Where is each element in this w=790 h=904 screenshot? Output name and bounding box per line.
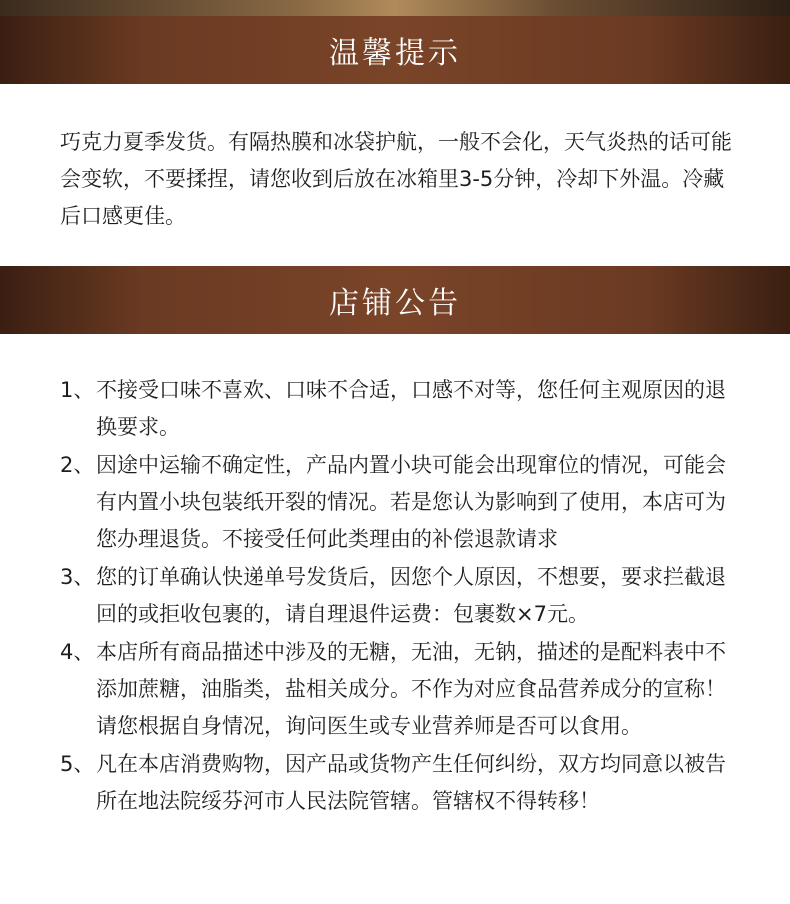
notice-item <box>60 634 740 745</box>
notice-text: 本店所有商品描述中涉及的无糖，无油，无钠，描述的是配料表中不添加蔗糖，油脂类，盐相关成分。不作为对应食品营养成分的宣称！请您根据自身情况，询问医生或专业营养师是否可以食用。 <box>96 640 726 738</box>
warm-tips-banner <box>0 16 790 84</box>
notice-text: 您的订单确认快递单号发货后，因您个人原因，不想要，要求拦截退回的或拒收包裹的，请自理退件运费：包裹数×7元。 <box>96 565 726 626</box>
top-decorative-strip <box>0 0 790 16</box>
warm-tips-title: 温馨提示 <box>329 36 461 71</box>
notice-text: 不接受口味不喜欢、口味不合适，口感不对等，您任何主观原因的退换要求。 <box>96 378 726 439</box>
store-notice-title: 店铺公告 <box>329 286 461 321</box>
notice-number: 5、 <box>60 752 95 776</box>
store-notice-list <box>60 372 740 821</box>
notice-number: 3、 <box>60 565 95 589</box>
warm-tips-text: 巧克力夏季发货。有隔热膜和冰袋护航，一般不会化，天气炎热的话可能会变软，不要揉捏，请您收到后放在冰箱里3-5分钟，冷却下外温。冷藏后口感更佳。 <box>60 130 732 228</box>
notice-item <box>60 559 740 633</box>
notice-text: 凡在本店消费购物，因产品或货物产生任何纠纷，双方均同意以被告所在地法院绥芬河市人民法院管辖。管辖权不得转移！ <box>96 752 726 813</box>
store-notice-banner <box>0 266 790 334</box>
notice-item <box>60 447 740 558</box>
notice-item <box>60 372 740 446</box>
notice-item <box>60 746 740 820</box>
notice-number: 4、 <box>60 640 95 664</box>
notice-number: 2、 <box>60 453 95 477</box>
notice-number: 1、 <box>60 378 95 402</box>
notice-text: 因途中运输不确定性，产品内置小块可能会出现窜位的情况，可能会有内置小块包装纸开裂的情况。若是您认为影响到了使用，本店可为您办理退货。不接受任何此类理由的补偿退款请求 <box>96 453 726 551</box>
